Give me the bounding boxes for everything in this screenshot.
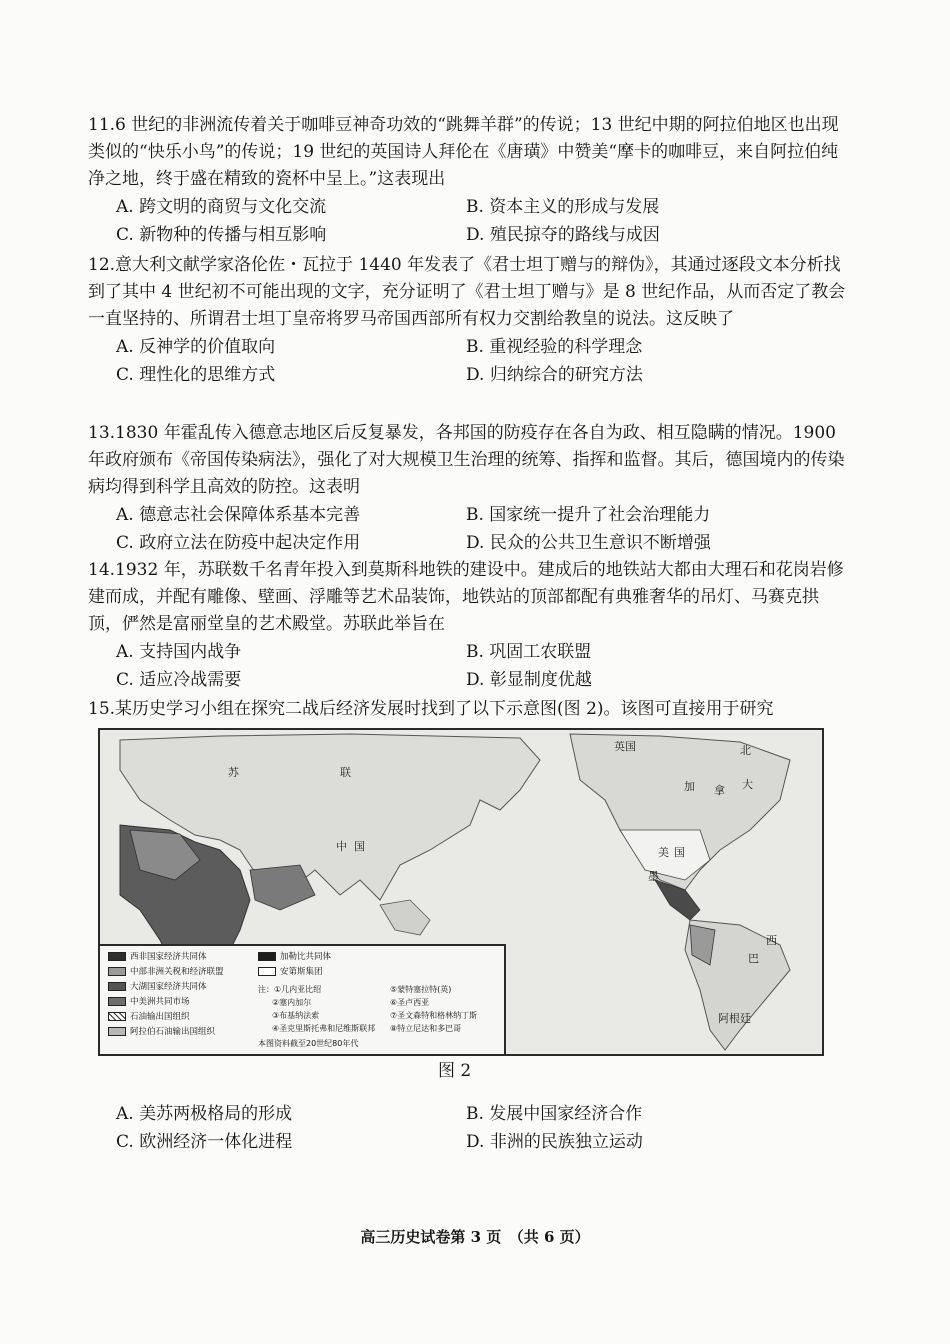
map-label-yingguo: 英国 bbox=[614, 740, 636, 753]
map-label-mo: 墨 bbox=[648, 870, 659, 883]
legend-note: ③布基纳法索 bbox=[272, 1011, 320, 1020]
question-14-options bbox=[116, 638, 848, 694]
option-d[interactable]: D. 彰显制度优越 bbox=[466, 670, 592, 690]
option-d[interactable]: D. 非洲的民族独立运动 bbox=[466, 1132, 643, 1152]
legend-swatch bbox=[258, 967, 276, 976]
legend-item bbox=[108, 1010, 190, 1022]
legend-swatch bbox=[108, 967, 126, 976]
question-12 bbox=[88, 252, 848, 389]
legend-label: 加勒比共同体 bbox=[280, 952, 332, 962]
option-d[interactable]: D. 民众的公共卫生意识不断增强 bbox=[466, 533, 711, 553]
map-label-zhongguo-2: 国 bbox=[354, 840, 365, 853]
legend-label: 安第斯集团 bbox=[280, 967, 323, 977]
legend-label: 阿拉伯石油输出国组织 bbox=[130, 1027, 216, 1037]
legend-item bbox=[258, 965, 323, 977]
map-label-jianada-1: 加 bbox=[684, 780, 695, 793]
question-12-options bbox=[116, 333, 848, 389]
legend-source-note: 本图资料截至20世纪80年代 bbox=[258, 1039, 359, 1048]
question-15-options bbox=[116, 1100, 848, 1156]
legend-item bbox=[108, 1025, 215, 1037]
legend-note: ②塞内加尔 bbox=[272, 998, 312, 1007]
legend-label: 中美洲共同市场 bbox=[130, 997, 190, 1007]
map-label-baxi-1: 巴 bbox=[748, 952, 759, 965]
option-a[interactable]: A. 美苏两极格局的形成 bbox=[116, 1104, 293, 1124]
question-13 bbox=[88, 420, 848, 557]
question-13-stem: 13.1830 年霍乱传入德意志地区后反复暴发，各邦国的防疫存在各自为政、相互隐瞒的情况。1900 年政府颁布《帝国传染病法》，强化了对大规模卫生治理的统筹、指挥和监督。其后，德国境内的传染病均得到科学且高效的防控。这表明 bbox=[88, 423, 845, 497]
question-15-options-block bbox=[88, 1100, 848, 1156]
question-15-stem: 15.某历史学习小组在探究二战后经济发展时找到了以下示意图(图 2)。该图可直接用于研究 bbox=[88, 699, 774, 719]
question-15 bbox=[88, 696, 848, 723]
option-c[interactable]: C. 适应冷战需要 bbox=[116, 670, 242, 690]
legend-note: ④圣克里斯托弗和尼维斯联邦 bbox=[272, 1024, 376, 1033]
legend-note: ⑦圣文森特和格林纳丁斯 bbox=[390, 1011, 478, 1020]
question-13-options bbox=[116, 501, 848, 557]
figure-caption: 图 2 bbox=[438, 1061, 472, 1081]
question-14-stem: 14.1932 年，苏联数千名青年投入到莫斯科地铁的建设中。建成后的地铁站大都由大理石和花岗岩修建而成，并配有雕像、壁画、浮雕等艺术品装饰，地铁站的顶部都配有典雅奢华的吊灯、马赛克拱顶，俨然是富丽堂皇的艺术殿堂。苏联此举旨在 bbox=[88, 560, 844, 634]
map-label-jianada-3: 大 bbox=[742, 778, 753, 791]
map-label-meiguo-1: 美 bbox=[658, 846, 669, 859]
legend-note: ⑧特立尼达和多巴哥 bbox=[390, 1024, 462, 1033]
map-label-sulian-2: 联 bbox=[340, 766, 351, 779]
legend-swatch bbox=[108, 997, 126, 1006]
legend-item bbox=[258, 950, 331, 962]
legend-label: 中部非洲关税和经济联盟 bbox=[130, 967, 224, 977]
map-label-bei: 北 bbox=[740, 744, 751, 757]
legend-label: 石油输出国组织 bbox=[130, 1012, 190, 1022]
option-a[interactable]: A. 支持国内战争 bbox=[116, 642, 242, 662]
legend-note: ⑥圣卢西亚 bbox=[390, 998, 430, 1007]
legend-note: ⑤蒙特塞拉特(英) bbox=[390, 985, 452, 994]
option-b[interactable]: B. 重视经验的科学理念 bbox=[466, 337, 643, 357]
world-map-figure bbox=[98, 728, 824, 1056]
question-14 bbox=[88, 557, 848, 694]
option-a[interactable]: A. 德意志社会保障体系基本完善 bbox=[116, 505, 361, 525]
option-b[interactable]: B. 巩固工农联盟 bbox=[466, 642, 592, 662]
legend-swatch bbox=[108, 1027, 126, 1036]
option-a[interactable]: A. 跨文明的商贸与文化交流 bbox=[116, 197, 327, 217]
option-b[interactable]: B. 资本主义的形成与发展 bbox=[466, 197, 660, 217]
map-label-jianada-2: 拿 bbox=[714, 784, 725, 797]
legend-note: 注：①几内亚比绍 bbox=[258, 985, 322, 994]
legend-swatch bbox=[108, 952, 126, 961]
legend-item bbox=[108, 965, 224, 977]
legend-item bbox=[108, 950, 207, 962]
legend-swatch bbox=[258, 952, 276, 961]
question-11-options bbox=[116, 193, 848, 249]
map-label-sulian-1: 苏 bbox=[228, 766, 239, 779]
option-a[interactable]: A. 反神学的价值取向 bbox=[116, 337, 276, 357]
map-label-agenting: 阿根廷 bbox=[718, 1012, 751, 1025]
option-c[interactable]: C. 欧洲经济一体化进程 bbox=[116, 1132, 293, 1152]
option-c[interactable]: C. 新物种的传播与相互影响 bbox=[116, 225, 327, 245]
legend-swatch bbox=[108, 1012, 126, 1021]
option-b[interactable]: B. 国家统一提升了社会治理能力 bbox=[466, 505, 711, 525]
legend-swatch bbox=[108, 982, 126, 991]
question-12-stem: 12.意大利文献学家洛伦佐・瓦拉于 1440 年发表了《君士坦丁赠与的辩伪》，其通过逐段文本分析找到了其中 4 世纪初不可能出现的文字，充分证明了《君士坦丁赠与》是 8 世纪作品，从而否定了教会一直坚持的、所谓君士坦丁皇帝将罗马帝国西部所有权力交割给教皇的说法。这反映了 bbox=[88, 255, 846, 329]
map-legend bbox=[100, 944, 506, 1056]
legend-label: 大湖国家经济共同体 bbox=[130, 982, 207, 992]
map-label-baxi-2: 西 bbox=[766, 934, 777, 947]
legend-item bbox=[108, 995, 190, 1007]
map-label-meiguo-2: 国 bbox=[674, 846, 685, 859]
map-label-zhongguo-1: 中 bbox=[336, 840, 347, 853]
page-footer: 高三历史试卷第 3 页 （共 6 页） bbox=[360, 1228, 590, 1246]
legend-label: 西非国家经济共同体 bbox=[130, 952, 207, 962]
option-c[interactable]: C. 政府立法在防疫中起决定作用 bbox=[116, 533, 361, 553]
legend-item bbox=[108, 980, 207, 992]
option-b[interactable]: B. 发展中国家经济合作 bbox=[466, 1104, 643, 1124]
question-11 bbox=[88, 112, 848, 249]
option-d[interactable]: D. 归纳综合的研究方法 bbox=[466, 365, 643, 385]
option-d[interactable]: D. 殖民掠夺的路线与成因 bbox=[466, 225, 660, 245]
option-c[interactable]: C. 理性化的思维方式 bbox=[116, 365, 276, 385]
question-11-stem: 11.6 世纪的非洲流传着关于咖啡豆神奇功效的“跳舞羊群”的传说；13 世纪中期的阿拉伯地区也出现类似的“快乐小鸟”的传说；19 世纪的英国诗人拜伦在《唐璜》中赞美“摩卡的咖啡豆，来自阿拉伯纯净之地，终于盛在精致的瓷杯中呈上。”这表现出 bbox=[88, 115, 839, 189]
